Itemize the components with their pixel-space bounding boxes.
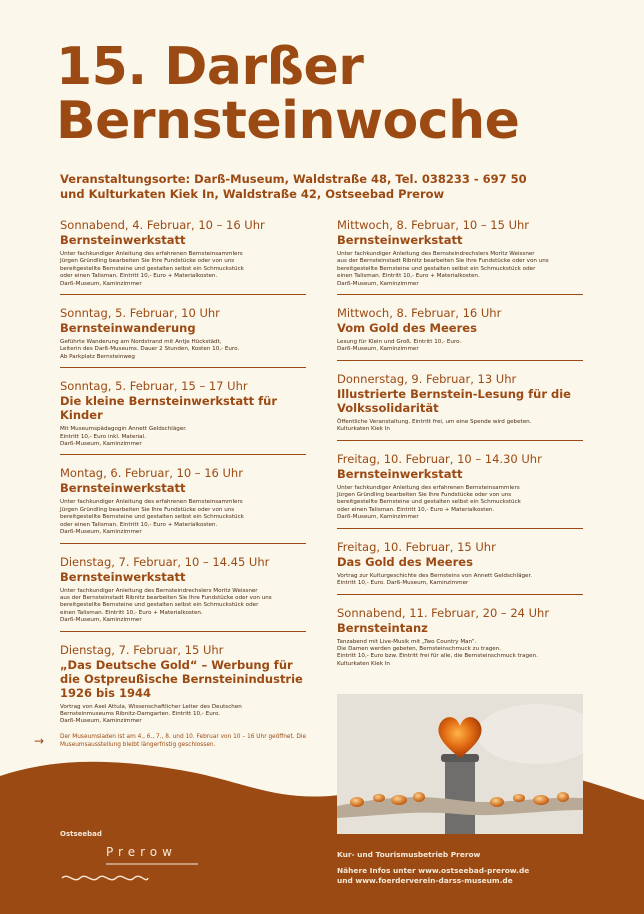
event-date: Sonntag, 5. Februar, 15 – 17 Uhr bbox=[60, 379, 248, 394]
event-description bbox=[337, 251, 583, 288]
desc-line: bereitgestellte Bernsteine und gestalten selbst ein Schmuckstück bbox=[337, 499, 521, 506]
desc-line: Darß-Museum, Kaminzimmer bbox=[60, 529, 142, 536]
event-date: Sonnabend, 4. Februar, 10 – 16 Uhr bbox=[60, 218, 265, 232]
desc-line: Unter fachkundiger Anleitung des erfahrenen Bernsteinsammlers bbox=[60, 251, 243, 257]
event-description bbox=[60, 588, 306, 625]
event-item bbox=[60, 640, 306, 732]
event-date: Dienstag, 7. Februar, 15 Uhr bbox=[60, 642, 224, 657]
desc-line: Darß-Museum, Kaminzimmer bbox=[60, 718, 142, 725]
event-date: Montag, 6. Februar, 10 – 16 Uhr bbox=[60, 466, 243, 481]
desc-line: einen Talisman. Eintritt 10,- Euro + Materialkosten. bbox=[60, 609, 203, 616]
event-date: Dienstag, 7. Februar, 10 – 14.45 Uhr bbox=[60, 554, 270, 569]
desc-line: Jürgen Gründling bearbeiten Sie Ihre Fundstücke oder von uns bbox=[337, 492, 512, 499]
event-title: Das Gold des Meeres bbox=[337, 554, 473, 569]
footer-link-1[interactable]: Nähere Infos unter www.ostseebad-prerow.de bbox=[337, 866, 530, 875]
event-description bbox=[337, 573, 583, 588]
event-date: Sonnabend, 11. Februar, 20 – 24 Uhr bbox=[337, 605, 550, 620]
event-title: Bernsteinwanderung bbox=[60, 321, 196, 336]
event-title: Die kleine Bernsteinwerkstatt für Kinder bbox=[60, 394, 278, 423]
event-item bbox=[60, 552, 306, 632]
event-date: Mittwoch, 8. Februar, 16 Uhr bbox=[337, 306, 502, 321]
event-title: Bernsteinwerkstatt bbox=[60, 481, 186, 496]
event-description bbox=[60, 339, 306, 361]
desc-line: Eintritt 10,- Euro. Darß-Museum, Kaminzimmer bbox=[337, 580, 469, 587]
desc-line: Vortrag von Axel Attula, Wissenschaftlicher Leiter des Deutschen bbox=[60, 703, 242, 710]
event-item bbox=[337, 537, 583, 595]
desc-line: Geführte Wanderung am Nordstrand mit Antje Hückstädt, bbox=[60, 339, 222, 346]
events-left-column bbox=[60, 215, 306, 740]
desc-line: Ab Parkplatz Bernsteinweg bbox=[60, 353, 135, 360]
desc-line: Jürgen Gründling bearbeiten Sie Ihre Fundstücke oder von uns bbox=[60, 258, 235, 265]
event-item bbox=[337, 303, 583, 361]
desc-line: Kulturkaten Kiek In bbox=[337, 660, 390, 667]
brand-underline bbox=[106, 862, 198, 866]
event-description bbox=[337, 485, 583, 522]
title-line-2: Bernsteinwoche bbox=[56, 91, 520, 151]
desc-line: Jürgen Gründling bearbeiten Sie Ihre Fundstücke oder von uns bbox=[60, 506, 235, 513]
event-item bbox=[60, 303, 306, 368]
museum-shop-note: Der Museumsladen ist am 4., 6., 7., 8. und 10. Februar von 10 – 16 Uhr geöffnet. Die Museumsausstellung bleibt längerfristig geschlossen. bbox=[60, 734, 307, 748]
desc-line: Kulturkaten Kiek In bbox=[337, 426, 390, 433]
desc-line: Unter fachkundiger Anleitung des Bernsteindrechslers Moritz Weissner bbox=[337, 251, 535, 257]
event-description bbox=[60, 251, 306, 288]
desc-line: Unter fachkundiger Anleitung des erfahrenen Bernsteinsammlers bbox=[60, 499, 243, 506]
venue-info bbox=[60, 172, 580, 202]
event-description bbox=[337, 639, 583, 669]
event-item bbox=[337, 449, 583, 529]
event-date: Freitag, 10. Februar, 15 Uhr bbox=[337, 539, 496, 554]
desc-line: Lesung für Klein und Groß. Eintritt 10,- Euro. bbox=[337, 339, 462, 346]
arrow-right-icon: → bbox=[34, 734, 45, 748]
desc-line: bereitgestellte Bernsteine und gestalten selbst ein Schmuckstück oder bbox=[60, 602, 259, 609]
desc-line: einen Talisman. Eintritt 10,- Euro + Materialkosten. bbox=[337, 273, 480, 280]
brand-ostseebad: Ostseebad bbox=[60, 830, 102, 838]
desc-line: Darß-Museum, Kaminzimmer bbox=[60, 280, 142, 287]
event-title: Bernsteinwerkstatt bbox=[337, 233, 463, 247]
desc-line: Die Damen werden gebeten, Bernsteinschmuck zu tragen. bbox=[337, 645, 502, 652]
event-item bbox=[337, 369, 583, 441]
event-date: Donnerstag, 9. Februar, 13 Uhr bbox=[337, 371, 517, 386]
desc-line: Darß-Museum, Kaminzimmer bbox=[337, 346, 419, 353]
desc-line: Eintritt 10,- Euro inkl. Material. bbox=[60, 433, 146, 440]
desc-line: Leiterin des Darß-Museums. Dauer 2 Stunden, Kosten 10,- Euro. bbox=[60, 346, 240, 353]
event-date: Sonntag, 5. Februar, 10 Uhr bbox=[60, 306, 220, 321]
event-title: Bernsteinwerkstatt bbox=[337, 466, 463, 481]
venue-line-1: Veranstaltungsorte: Darß-Museum, Waldstraße 48, Tel. 038233 - 697 50 bbox=[60, 172, 527, 186]
venue-line-2: und Kulturkaten Kiek In, Waldstraße 42, Ostseebad Prerow bbox=[60, 187, 445, 201]
event-description bbox=[60, 426, 306, 448]
event-date: Mittwoch, 8. Februar, 10 – 15 Uhr bbox=[337, 218, 530, 232]
event-item bbox=[60, 215, 306, 295]
desc-line: Bernsteinmuseums Ribnitz-Damgarten. Eintritt 10,- Euro. bbox=[60, 710, 221, 717]
events-right-column bbox=[337, 215, 583, 682]
event-title: Vom Gold des Meeres bbox=[337, 321, 477, 336]
event-description bbox=[60, 704, 306, 726]
event-item bbox=[60, 376, 306, 455]
desc-line: oder einen Talisman. Eintritt 10,- Euro + Materialkosten. bbox=[337, 506, 495, 513]
desc-line: bereitgestellte Bernsteine und gestalten selbst ein Schmuckstück oder bbox=[337, 265, 536, 272]
desc-line: Darß-Museum, Kaminzimmer bbox=[337, 514, 419, 521]
desc-line: Darß-Museum, Kaminzimmer bbox=[60, 441, 142, 448]
event-title: Bernsteinwerkstatt bbox=[60, 569, 186, 584]
event-title: „Das Deutsche Gold“ – Werbung für die Ostpreußische Bernsteinindustrie 1926 bis 1944 bbox=[60, 657, 303, 700]
desc-line: Tanzabend mit Live-Musik mit „Two Country Man“. bbox=[337, 638, 477, 645]
desc-line: bereitgestellte Bernsteine und gestalten selbst ein Schmuckstück bbox=[60, 265, 244, 272]
desc-line: Öffentliche Veranstaltung. Eintritt frei, um eine Spende wird gebeten. bbox=[337, 418, 532, 425]
event-title: Bernsteintanz bbox=[337, 620, 428, 635]
event-date: Freitag, 10. Februar, 10 – 14.30 Uhr bbox=[337, 451, 542, 466]
desc-line: oder einen Talisman. Eintritt 10,- Euro + Materialkosten. bbox=[60, 521, 218, 528]
footer-org: Kur- und Tourismusbetrieb Prerow bbox=[337, 850, 481, 859]
desc-line: Eintritt 10,- Euro bzw. Eintritt frei für alle, die Bernsteinschmuck tragen. bbox=[337, 653, 538, 660]
wave-logo-icon bbox=[60, 872, 150, 884]
event-title: Bernsteinwerkstatt bbox=[60, 233, 186, 247]
desc-line: bereitgestellte Bernsteine und gestalten selbst ein Schmuckstück bbox=[60, 514, 244, 521]
event-description bbox=[337, 419, 583, 434]
desc-line: aus der Bernsteinstadt Ribnitz bearbeiten Sie Ihre Fundstücke oder von uns bbox=[60, 594, 272, 601]
desc-line: Darß-Museum, Kaminzimmer bbox=[60, 617, 142, 624]
desc-line: Unter fachkundiger Anleitung des Bernsteindrechslers Moritz Weissner bbox=[60, 587, 258, 594]
desc-line: oder einen Talisman. Eintritt 10,- Euro + Materialkosten. bbox=[60, 273, 218, 280]
title-line-1: 15. Darßer bbox=[56, 37, 364, 97]
event-item bbox=[337, 603, 583, 675]
desc-line: Vortrag zur Kulturgeschichte des Bernsteins von Annett Geldschläger. bbox=[337, 572, 533, 579]
event-description bbox=[60, 499, 306, 536]
event-item bbox=[60, 463, 306, 543]
desc-line: Mit Museumspädagogin Annett Geldschläger. bbox=[60, 426, 187, 433]
desc-line: aus der Bernsteinstadt Ribnitz bearbeiten Sie Ihre Fundstücke oder von uns bbox=[337, 258, 549, 265]
event-description bbox=[337, 339, 583, 354]
event-title: Illustrierte Bernstein-Lesung für die Volkssolidarität bbox=[337, 386, 571, 415]
desc-line: Unter fachkundiger Anleitung des erfahrenen Bernsteinsammlers bbox=[337, 484, 520, 491]
page-title bbox=[56, 37, 520, 151]
footer-link-2[interactable]: und www.foerderverein-darss-museum.de bbox=[337, 876, 513, 885]
desc-line: Darß-Museum, Kaminzimmer bbox=[337, 280, 419, 287]
amber-photo bbox=[337, 694, 583, 834]
event-item bbox=[337, 215, 583, 295]
brand-prerow: Prerow bbox=[106, 845, 177, 859]
amber-photo-art bbox=[337, 694, 583, 834]
footer-info bbox=[337, 850, 617, 886]
